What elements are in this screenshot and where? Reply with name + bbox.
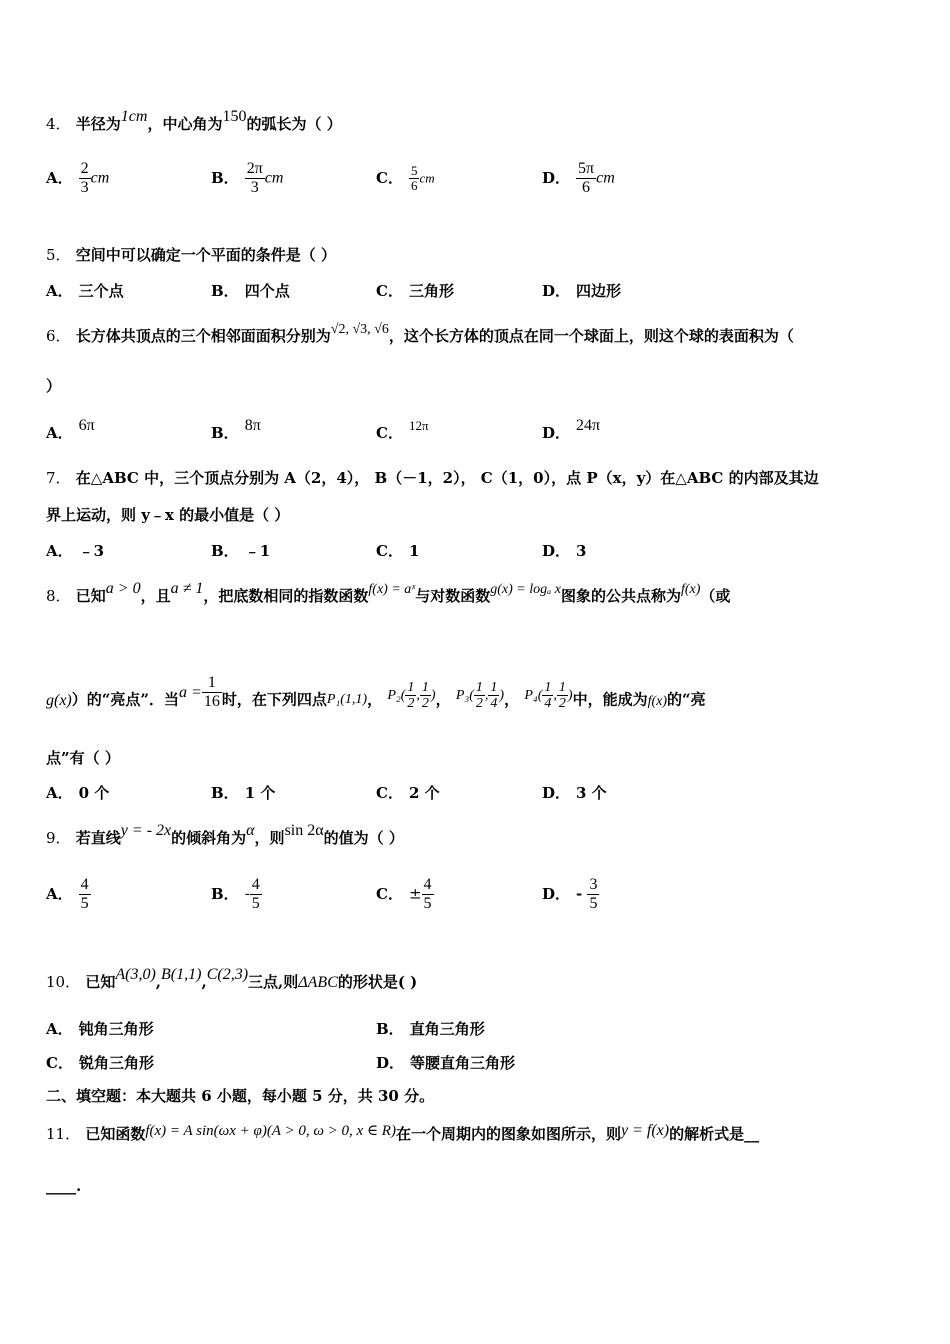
option-text: 3: [576, 542, 587, 560]
q8-text: 图象的公共点称为: [560, 587, 681, 605]
numerator: 4: [423, 876, 432, 893]
q7-option-a[interactable]: [46, 540, 104, 561]
fraction: $\frac{1}{4}$: [490, 679, 498, 711]
denominator: 3: [80, 179, 89, 196]
option-text: 8π: [244, 417, 261, 434]
q8-text: ，且: [140, 587, 171, 605]
q9-line: y = - 2x: [120, 822, 172, 839]
section-title: 二、填空题：本大题共 6 小题，每小题 5 分，共 30 分。: [46, 1087, 435, 1105]
q8-text: 点”有（ ）: [46, 749, 120, 767]
option-text: 直角三角形: [409, 1020, 485, 1038]
option-label: D．: [542, 424, 571, 442]
q11-number: 11．: [46, 1125, 81, 1143]
q10-option-a[interactable]: [46, 1018, 154, 1039]
option-text: 等腰直角三角形: [410, 1054, 516, 1072]
q8-math: f(x): [647, 693, 668, 709]
point-c: C(2,3): [206, 966, 249, 983]
option-label: D．: [542, 784, 571, 802]
q7-text: 在△ABC 中，三个顶点分别为 A（2，4）， B（－1，2）， C（1，0），点 P（x，y）在△ABC 的内部及其边: [75, 469, 819, 487]
option-label: A．: [46, 542, 73, 560]
fraction: [409, 164, 420, 193]
option-text: 3 个: [576, 784, 607, 802]
fraction: $\frac{1}{2}$: [558, 679, 566, 711]
q11-function: f(x) = A sin(ωx + φ)(A > 0, ω > 0, x ∈ R): [145, 1123, 396, 1139]
fraction: [587, 876, 599, 913]
q9-number: 9．: [46, 829, 71, 847]
numerator: 2: [80, 160, 89, 177]
fraction: [202, 674, 222, 711]
point-b: B(1,1): [161, 966, 202, 983]
numerator: 1: [202, 674, 222, 693]
q9-text: 若直线: [75, 829, 121, 847]
q7-option-b[interactable]: [211, 540, 270, 561]
q11-math: y = f(x): [620, 1122, 670, 1139]
q7-option-c[interactable]: [376, 540, 419, 561]
q11-text: 在一个周期内的图象如图所示，则: [395, 1125, 621, 1143]
q6-text: ）: [46, 377, 62, 395]
option-label: A．: [46, 784, 73, 802]
q4-option-a[interactable]: [46, 160, 109, 197]
fraction: [576, 160, 596, 197]
numerator: 4: [251, 876, 260, 893]
option-text: 锐角三角形: [78, 1054, 154, 1072]
q8-option-a[interactable]: [46, 782, 109, 803]
unit: cm: [264, 169, 284, 187]
q5-text: 空间中可以确定一个平面的条件是（ ）: [75, 246, 337, 264]
unit: cm: [419, 170, 435, 186]
q6-option-c[interactable]: [376, 418, 429, 443]
option-label: C．: [376, 168, 403, 187]
q5-number: 5．: [46, 246, 71, 264]
q10-option-b[interactable]: [376, 1018, 485, 1039]
option-label: D．: [542, 282, 571, 300]
q9-text: 的值为（ ）: [323, 829, 404, 847]
option-text: 6π: [78, 417, 95, 434]
option-label: B．: [211, 168, 239, 187]
q8-option-d[interactable]: [542, 782, 607, 803]
q8-option-b[interactable]: [211, 782, 275, 803]
q4-number: 4．: [46, 115, 71, 133]
fraction: $\frac{1}{2}$: [421, 679, 429, 711]
unit: cm: [90, 169, 110, 187]
option-label: D．: [542, 168, 571, 187]
q9-option-a[interactable]: [46, 876, 91, 913]
q10-text: 已知: [85, 973, 116, 991]
denominator: 6: [582, 179, 591, 196]
fraction: [245, 160, 265, 197]
q8-text: （或: [700, 587, 731, 605]
q5-option-b[interactable]: [211, 280, 290, 301]
q6-option-d[interactable]: [542, 417, 601, 443]
q10-stem: 10． 已知A(3,0),B(1,1),C(2,3)三点,则ΔABC的形状是( ): [46, 966, 418, 991]
q4-radius: 1cm: [120, 108, 148, 125]
option-text: ﹣3: [78, 542, 105, 560]
q9-option-d[interactable]: [542, 876, 599, 913]
option-label: C．: [376, 282, 403, 300]
option-label: C．: [376, 784, 403, 802]
q5-option-a[interactable]: [46, 280, 124, 301]
q9-text: ，则: [254, 829, 285, 847]
denominator: 3: [250, 179, 259, 196]
option-label: A．: [46, 1020, 73, 1038]
sign: ±: [408, 884, 422, 903]
option-label: B．: [211, 542, 239, 560]
fraction: $\frac{1}{2}$: [475, 679, 483, 711]
q10-text: 三点,则: [248, 973, 299, 991]
q8-text: 已知: [75, 587, 106, 605]
option-label: C．: [376, 424, 403, 442]
q11-blank: ____.: [46, 1177, 82, 1195]
q11-text: 的解析式是__: [669, 1125, 760, 1143]
option-text: 四边形: [576, 282, 622, 300]
denominator: 6: [410, 178, 418, 193]
denominator: 5: [423, 895, 432, 912]
q8-exp-func: f(x) = aˣ: [368, 582, 416, 597]
q6-number: 6．: [46, 327, 71, 345]
numerator: 3: [589, 876, 598, 893]
q8-option-c[interactable]: [376, 782, 440, 803]
q9-sin: sin 2α: [284, 822, 324, 839]
option-text: ﹣1: [244, 542, 271, 560]
q9-option-c[interactable]: [376, 876, 434, 913]
q5-stem: [46, 245, 336, 265]
q7-stem-cont: [46, 505, 289, 525]
q6-option-b[interactable]: [211, 417, 261, 443]
triangle-abc: ΔABC: [298, 974, 338, 991]
denominator: 16: [203, 693, 220, 710]
option-text: 钝角三角形: [78, 1020, 154, 1038]
q4-angle: 150: [222, 108, 247, 125]
q8-text: 与对数函数: [415, 587, 491, 605]
q6-option-a[interactable]: [46, 417, 95, 443]
q9-text: 的倾斜角为: [171, 829, 247, 847]
q8-math: f(x): [680, 582, 701, 597]
q4-option-b[interactable]: [211, 160, 283, 197]
option-label: B．: [211, 424, 239, 442]
point-name: P₄: [524, 687, 538, 703]
denominator: 5: [251, 895, 260, 912]
option-text: 三角形: [408, 282, 454, 300]
option-label: B．: [211, 884, 239, 903]
q8-number: 8．: [46, 587, 71, 605]
point-p3: P₃( $\frac{1}{2}$ , $\frac{1}{4}$ ): [455, 679, 505, 711]
q8-text: 中，能成为: [572, 690, 648, 709]
numerator: 4: [80, 876, 89, 893]
q7-option-d[interactable]: [542, 540, 586, 561]
option-text: 0 个: [78, 784, 110, 802]
q8-text: 时，在下列四点: [221, 690, 327, 709]
point-name: P₃: [455, 687, 470, 703]
q8-math: g(x): [46, 691, 72, 709]
option-label: A．: [46, 424, 73, 442]
q8-stem-cont2: [46, 748, 120, 768]
option-label: C．: [376, 884, 403, 903]
option-text: 2 个: [408, 784, 440, 802]
q8-math: a > 0: [105, 580, 141, 597]
q9-alpha: α: [246, 822, 255, 839]
option-label: A．: [46, 168, 73, 187]
q10-number: 10．: [46, 973, 81, 991]
option-label: A．: [46, 282, 73, 300]
point-p1: P₁(1,1): [326, 691, 368, 707]
option-label: B．: [211, 282, 239, 300]
q7-text: 界上运动，则 y﹣x 的最小值是（ ）: [46, 506, 290, 524]
option-label: D．: [376, 1054, 405, 1072]
option-text: 1: [408, 542, 420, 560]
option-label: A．: [46, 884, 73, 903]
q4-option-c[interactable]: [376, 164, 435, 193]
option-text: 24π: [576, 417, 601, 434]
option-text: 1 个: [244, 784, 276, 802]
q8-math: a =: [179, 683, 202, 701]
q11-text: 已知函数: [85, 1125, 146, 1143]
q8-stem: [46, 580, 731, 608]
q4-text: 半径为: [75, 115, 121, 133]
q10-option-d[interactable]: [376, 1052, 515, 1073]
option-label: B．: [211, 784, 239, 802]
q8-stem-cont: g(x)）的“亮点”．当a = $\frac{1}{16}$ 时，在下列四点P₁(1,1)， P₂( $\frac{1}{2}$ , $\frac{1}{2}$ )， P₃( $\frac{1}{2}$ , $\frac{1}{4}$ )， P₄( $\frac{1}{4}$ , $\frac{1}{2}$ )中，能成为f(x)的“亮: [46, 674, 706, 711]
section-heading: [46, 1086, 434, 1106]
q4-option-d[interactable]: [542, 160, 615, 197]
option-text: 三个点: [78, 282, 124, 300]
q7-stem: [46, 468, 819, 488]
point-p4: P₄( $\frac{1}{4}$ , $\frac{1}{2}$ ): [524, 679, 573, 711]
q4-text: ，中心角为: [147, 115, 223, 133]
point-a: A(3,0): [115, 966, 156, 983]
q9-stem: [46, 822, 404, 849]
fraction: [79, 876, 91, 913]
sign: -: [244, 884, 250, 903]
q6-text: ，这个长方体的顶点在同一个球面上，则这个球的表面积为（: [388, 327, 794, 345]
numerator: 2π: [246, 160, 263, 177]
q8-math: a ≠ 1: [170, 580, 204, 597]
q6-stem: [46, 322, 794, 348]
option-text: 四个点: [244, 282, 290, 300]
point-p2: P₂( $\frac{1}{2}$ , $\frac{1}{2}$ ): [387, 679, 436, 711]
q6-areas: √2, √3, √6: [330, 322, 389, 337]
unit: cm: [596, 169, 615, 187]
option-label: B．: [376, 1020, 404, 1038]
denominator: 5: [80, 895, 89, 912]
q5-option-c[interactable]: [376, 280, 454, 301]
option-label: D．: [542, 884, 571, 903]
option-text: 12π: [408, 418, 429, 433]
fraction: [422, 876, 434, 913]
option-label: C．: [46, 1054, 73, 1072]
q11-stem: [46, 1124, 759, 1145]
q8-text: ，把底数相同的指数函数: [203, 587, 369, 605]
q10-option-c[interactable]: [46, 1052, 154, 1073]
q5-option-d[interactable]: [542, 280, 621, 301]
numerator: 5π: [578, 160, 595, 177]
q4-text: 的弧长为（ ）: [246, 115, 342, 133]
option-label: C．: [376, 542, 403, 560]
fraction: $\frac{1}{2}$: [407, 679, 415, 711]
q6-text: 长方体共顶点的三个相邻面面积分别为: [75, 327, 331, 345]
numerator: 5: [410, 163, 418, 178]
q10-text: 的形状是( ): [337, 973, 418, 991]
q7-number: 7．: [46, 469, 71, 487]
option-label: D．: [542, 542, 571, 560]
q9-option-b[interactable]: [211, 876, 262, 913]
point-name: P₂: [387, 687, 401, 703]
fraction: $\frac{1}{4}$: [544, 679, 552, 711]
q6-stem-cont: [46, 376, 61, 396]
q8-text: 的“亮: [667, 690, 706, 709]
denominator: 5: [589, 895, 598, 912]
fraction: [250, 876, 262, 913]
q8-text: ）的“亮点”．当: [71, 690, 180, 709]
fraction: [79, 160, 91, 197]
q4-stem: [46, 108, 342, 135]
q8-log-func: g(x) = logₐ x: [490, 582, 561, 597]
sign: -: [576, 884, 583, 903]
q11-stem-cont: [46, 1176, 81, 1196]
